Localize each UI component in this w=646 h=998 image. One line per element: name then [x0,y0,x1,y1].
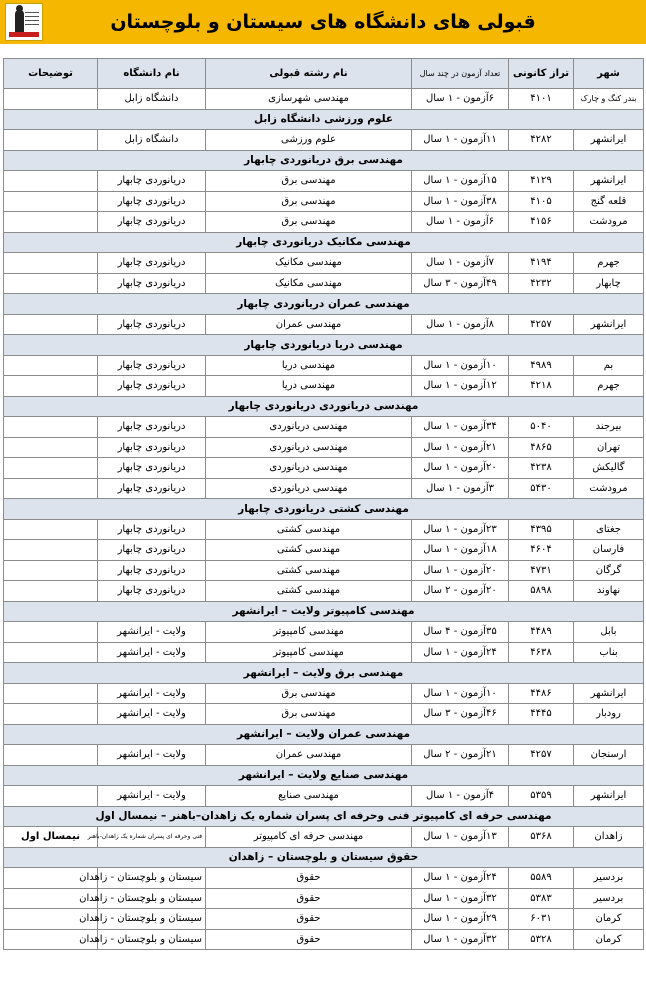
col-header-score: تراز کانونی [509,59,574,89]
cell-major: مهندسی دریانوردی [206,417,412,438]
cell-city: گرگان [574,560,644,581]
cell-major: مهندسی کشتی [206,519,412,540]
section-title: مهندسی برق ولایت – ایرانشهر [4,663,644,684]
cell-university: دریانوردی چابهار [98,417,206,438]
cell-notes [4,581,98,602]
cell-exams: ۶آزمون - ۱ سال [412,89,509,110]
cell-major: مهندسی برق [206,212,412,233]
cell-city: ارسنجان [574,745,644,766]
table-row [4,89,644,110]
cell-exams: ۸آزمون - ۱ سال [412,314,509,335]
section-title: مهندسی کشتی دریانوردی چابهار [4,499,644,520]
cell-university: ولایت - ایرانشهر [98,622,206,643]
cell-exams: ۱۸آزمون - ۱ سال [412,540,509,561]
cell-exams: ۴۹آزمون - ۳ سال [412,273,509,294]
section-title: مهندسی دریانوردی دریانوردی چابهار [4,396,644,417]
cell-city: قلعه گنج [574,191,644,212]
table-row [4,355,644,376]
cell-notes [4,622,98,643]
cell-notes [4,171,98,192]
section-title: مهندسی دریا دریانوردی چابهار [4,335,644,356]
table-row [4,458,644,479]
cell-major: مهندسی برق [206,191,412,212]
cell-city: جهرم [574,253,644,274]
table-row [4,622,644,643]
cell-score: ۵۰۴۰ [509,417,574,438]
section-title: مهندسی برق دریانوردی چابهار [4,150,644,171]
cell-major: مهندسی مکانیک [206,273,412,294]
cell-university: سیستان و بلوچستان - زاهدان [98,929,206,950]
cell-university: ولایت - ایرانشهر [98,704,206,725]
cell-university: دریانوردی چابهار [98,355,206,376]
cell-university: دریانوردی چابهار [98,581,206,602]
cell-university: ولایت - ایرانشهر [98,786,206,807]
cell-major: مهندسی برق [206,704,412,725]
cell-major: حقوق [206,868,412,889]
cell-major: مهندسی برق [206,171,412,192]
cell-score: ۴۴۸۹ [509,622,574,643]
section-row [4,499,644,520]
cell-city: کرمان [574,929,644,950]
cell-major: مهندسی کشتی [206,560,412,581]
cell-notes [4,458,98,479]
cell-university: دریانوردی چابهار [98,253,206,274]
cell-city: جغتای [574,519,644,540]
cell-major: مهندسی برق [206,683,412,704]
cell-score: ۴۱۵۶ [509,212,574,233]
cell-city: بندر کنگ و چارک [574,89,644,110]
cell-major: مهندسی حرفه ای کامپیوتر [206,827,412,848]
cell-score: ۵۸۹۸ [509,581,574,602]
cell-notes [4,519,98,540]
section-title: مهندسی مکانیک دریانوردی چابهار [4,232,644,253]
table-row [4,171,644,192]
cell-exams: ۲۴آزمون - ۱ سال [412,868,509,889]
section-row [4,396,644,417]
cell-major: مهندسی کشتی [206,540,412,561]
cell-university: دریانوردی چابهار [98,560,206,581]
table-row [4,437,644,458]
cell-score: ۶۰۳۱ [509,909,574,930]
cell-score: ۴۲۳۸ [509,458,574,479]
table-row [4,253,644,274]
cell-city: زاهدان [574,827,644,848]
admissions-table [3,58,644,950]
cell-major: مهندسی دریانوردی [206,478,412,499]
cell-score: ۴۲۵۷ [509,314,574,335]
cell-city: ایرانشهر [574,314,644,335]
cell-university: دریانوردی چابهار [98,458,206,479]
table-row [4,130,644,151]
section-row [4,847,644,868]
cell-exams: ۱۰آزمون - ۱ سال [412,683,509,704]
cell-city: بابل [574,622,644,643]
page-title: قبولی های دانشگاه های سیستان و بلوچستان [110,11,536,33]
cell-city: مرودشت [574,212,644,233]
cell-city: فارسان [574,540,644,561]
cell-exams: ۲۴آزمون - ۱ سال [412,642,509,663]
cell-score: ۴۸۶۵ [509,437,574,458]
cell-score: ۴۴۴۵ [509,704,574,725]
cell-university: دریانوردی چابهار [98,171,206,192]
cell-exams: ۳۲آزمون - ۱ سال [412,888,509,909]
table-row [4,868,644,889]
cell-notes [4,273,98,294]
cell-university: دریانوردی چابهار [98,519,206,540]
cell-university: دریانوردی چابهار [98,437,206,458]
cell-university: دریانوردی چابهار [98,478,206,499]
cell-exams: ۲۹آزمون - ۱ سال [412,909,509,930]
section-title: مهندسی صنایع ولایت – ایرانشهر [4,765,644,786]
cell-university: فنی وحرفه ای پسران شماره یک زاهدان-باهنر [98,827,206,848]
cell-city: گالیکش [574,458,644,479]
cell-major: علوم ورزشی [206,130,412,151]
cell-exams: ۴۶آزمون - ۳ سال [412,704,509,725]
cell-city: تهران [574,437,644,458]
cell-score: ۴۱۰۵ [509,191,574,212]
col-header-city: شهر [574,59,644,89]
cell-city: بناب [574,642,644,663]
cell-exams: ۱۱آزمون - ۱ سال [412,130,509,151]
cell-city: بیرجند [574,417,644,438]
section-row [4,335,644,356]
cell-notes [4,314,98,335]
cell-university: دریانوردی چابهار [98,191,206,212]
cell-major: مهندسی دریانوردی [206,458,412,479]
table-row [4,519,644,540]
cell-university: ولایت - ایرانشهر [98,683,206,704]
cell-university: سیستان و بلوچستان - زاهدان [98,888,206,909]
cell-university: ولایت - ایرانشهر [98,745,206,766]
cell-exams: ۳۴آزمون - ۱ سال [412,417,509,438]
cell-major: مهندسی عمران [206,745,412,766]
section-title: علوم ورزشی دانشگاه زابل [4,109,644,130]
section-title: مهندسی حرفه ای کامپیوتر فنی وحرفه ای پسران شماره یک زاهدان–باهنر – نیمسال اول [4,806,644,827]
cell-university: دریانوردی چابهار [98,376,206,397]
cell-university: دریانوردی چابهار [98,212,206,233]
cell-exams: ۳۸آزمون - ۱ سال [412,191,509,212]
table-body [4,89,644,950]
cell-major: حقوق [206,888,412,909]
cell-city: نهاوند [574,581,644,602]
table-row [4,683,644,704]
cell-exams: ۲۰آزمون - ۲ سال [412,581,509,602]
cell-university: سیستان و بلوچستان - زاهدان [98,868,206,889]
cell-exams: ۱۲آزمون - ۱ سال [412,376,509,397]
cell-notes [4,89,98,110]
cell-notes [4,478,98,499]
section-title: مهندسی کامپیوتر ولایت – ایرانشهر [4,601,644,622]
cell-notes [4,130,98,151]
table-row [4,191,644,212]
cell-city: ایرانشهر [574,171,644,192]
cell-exams: ۳۵آزمون - ۴ سال [412,622,509,643]
cell-notes [4,376,98,397]
cell-exams: ۱۳آزمون - ۱ سال [412,827,509,848]
cell-major: حقوق [206,929,412,950]
table-row [4,212,644,233]
cell-notes [4,417,98,438]
section-row [4,232,644,253]
section-row [4,109,644,130]
table-header-row [4,59,644,89]
cell-major: مهندسی دریانوردی [206,437,412,458]
cell-exams: ۲۳آزمون - ۱ سال [412,519,509,540]
cell-city: ایرانشهر [574,786,644,807]
col-header-notes: توضیحات [4,59,98,89]
table-row [4,376,644,397]
cell-exams: ۲۱آزمون - ۱ سال [412,437,509,458]
section-title: مهندسی عمران ولایت – ایرانشهر [4,724,644,745]
cell-university: دریانوردی چابهار [98,540,206,561]
table-row [4,888,644,909]
cell-exams: ۶آزمون - ۱ سال [412,212,509,233]
cell-score: ۴۲۸۲ [509,130,574,151]
cell-city: ایرانشهر [574,683,644,704]
page-header [0,0,646,44]
table-row [4,704,644,725]
cell-major: حقوق [206,909,412,930]
table-row [4,827,644,848]
cell-notes: نیمسال اول [4,827,98,848]
section-row [4,724,644,745]
cell-university: ولایت - ایرانشهر [98,642,206,663]
cell-major: مهندسی کشتی [206,581,412,602]
cell-score: ۵۳۲۸ [509,929,574,950]
cell-major: مهندسی شهرسازی [206,89,412,110]
table-row [4,909,644,930]
cell-score: ۴۱۹۴ [509,253,574,274]
cell-score: ۵۳۸۳ [509,888,574,909]
section-title: حقوق سیستان و بلوچستان – زاهدان [4,847,644,868]
cell-score: ۴۴۸۶ [509,683,574,704]
cell-score: ۵۴۳۰ [509,478,574,499]
cell-exams: ۱۰آزمون - ۱ سال [412,355,509,376]
cell-score: ۴۲۳۲ [509,273,574,294]
cell-score: ۴۹۸۹ [509,355,574,376]
table-row [4,540,644,561]
table-row [4,417,644,438]
table-row [4,929,644,950]
section-row [4,765,644,786]
cell-city: جهرم [574,376,644,397]
table-row [4,478,644,499]
cell-exams: ۲۱آزمون - ۲ سال [412,745,509,766]
section-row [4,806,644,827]
cell-notes [4,683,98,704]
table-row [4,560,644,581]
cell-score: ۴۶۰۴ [509,540,574,561]
cell-score: ۵۳۶۸ [509,827,574,848]
table-row [4,786,644,807]
cell-exams: ۴آزمون - ۱ سال [412,786,509,807]
cell-score: ۵۳۵۹ [509,786,574,807]
cell-exams: ۳۲آزمون - ۱ سال [412,929,509,950]
cell-city: کرمان [574,909,644,930]
cell-notes [4,437,98,458]
cell-notes [4,191,98,212]
cell-notes [4,560,98,581]
section-row [4,601,644,622]
cell-city: ایرانشهر [574,130,644,151]
cell-city: رودبار [574,704,644,725]
table-row [4,642,644,663]
cell-notes [4,355,98,376]
cell-major: مهندسی صنایع [206,786,412,807]
cell-major: مهندسی کامپیوتر [206,622,412,643]
cell-exams: ۱۵آزمون - ۱ سال [412,171,509,192]
cell-score: ۴۱۰۱ [509,89,574,110]
col-header-exams: تعداد آزمون در چند سال [412,59,509,89]
table-row [4,581,644,602]
section-row [4,150,644,171]
cell-exams: ۲۰آزمون - ۱ سال [412,458,509,479]
section-title: مهندسی عمران دریانوردی چابهار [4,294,644,315]
cell-notes [4,786,98,807]
cell-city: مرودشت [574,478,644,499]
col-header-university: نام دانشگاه [98,59,206,89]
cell-university: سیستان و بلوچستان - زاهدان [98,909,206,930]
table-row [4,745,644,766]
cell-city: بردسیر [574,868,644,889]
cell-city: بردسیر [574,888,644,909]
cell-university: دانشگاه زابل [98,89,206,110]
cell-notes [4,745,98,766]
cell-major: مهندسی عمران [206,314,412,335]
cell-exams: ۳آزمون - ۱ سال [412,478,509,499]
cell-score: ۴۶۳۸ [509,642,574,663]
cell-university: دریانوردی چابهار [98,314,206,335]
cell-exams: ۲۰آزمون - ۱ سال [412,560,509,581]
table-row [4,273,644,294]
cell-major: مهندسی دریا [206,376,412,397]
cell-exams: ۷آزمون - ۱ سال [412,253,509,274]
col-header-major: نام رشته قبولی [206,59,412,89]
cell-major: مهندسی مکانیک [206,253,412,274]
cell-university: دریانوردی چابهار [98,273,206,294]
table-row [4,314,644,335]
cell-city: چابهار [574,273,644,294]
cell-city: بم [574,355,644,376]
cell-notes [4,253,98,274]
cell-score: ۴۷۳۱ [509,560,574,581]
section-row [4,663,644,684]
cell-major: مهندسی کامپیوتر [206,642,412,663]
cell-score: ۴۳۹۵ [509,519,574,540]
cell-major: مهندسی دریا [206,355,412,376]
cell-score: ۴۱۲۹ [509,171,574,192]
cell-score: ۴۲۵۷ [509,745,574,766]
cell-score: ۴۲۱۸ [509,376,574,397]
cell-university: دانشگاه زابل [98,130,206,151]
cell-notes [4,540,98,561]
brand-logo [5,3,43,41]
cell-notes [4,642,98,663]
section-row [4,294,644,315]
cell-notes [4,704,98,725]
cell-score: ۵۵۸۹ [509,868,574,889]
cell-notes [4,212,98,233]
